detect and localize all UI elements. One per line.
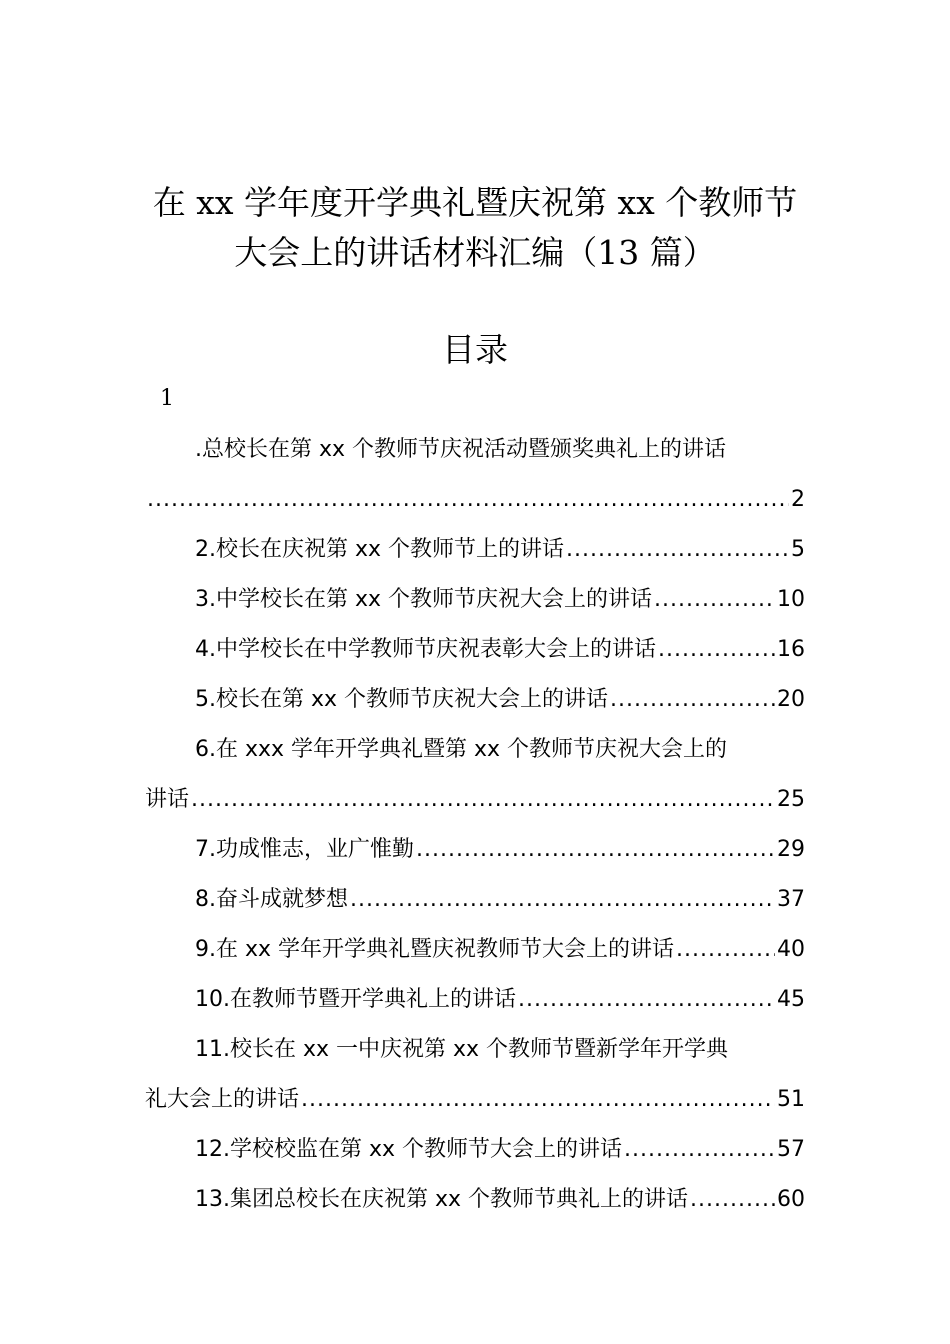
dot-leader	[416, 825, 775, 875]
dot-leader	[624, 1125, 775, 1175]
toc-page-number: 10	[777, 587, 805, 612]
toc-entry-continuation[interactable]	[145, 1075, 805, 1125]
toc-entry-label: 4.中学校长在中学教师节庆祝表彰大会上的讲话	[195, 637, 656, 662]
toc-entry-label: 7.功成惟志，业广惟勤	[195, 837, 414, 862]
dot-leader	[191, 775, 775, 825]
dot-leader	[676, 925, 775, 975]
dot-leader	[610, 675, 775, 725]
toc-page-number: 51	[777, 1087, 805, 1112]
toc-entry-label: 11.校长在 xx 一中庆祝第 xx 个教师节暨新学年开学典	[195, 1037, 729, 1062]
document-title-line-2	[120, 228, 830, 278]
toc-entry-label: 9.在 xx 学年开学典礼暨庆祝教师节大会上的讲话	[195, 937, 675, 962]
toc-heading: 目录	[442, 330, 508, 369]
dot-leader	[654, 575, 775, 625]
toc-entry-label: 讲话	[145, 787, 190, 812]
title-text: xx	[185, 183, 244, 222]
stray-marker: 1	[160, 386, 174, 411]
toc-entry-title[interactable]	[145, 725, 805, 775]
title-text: 个教师节	[665, 183, 798, 222]
toc-entry-label: 礼大会上的讲话	[145, 1087, 300, 1112]
title-text: 篇）	[639, 233, 716, 272]
toc-page-number: 37	[777, 887, 805, 912]
title-text: 13	[597, 233, 640, 272]
toc-entry[interactable]	[145, 1175, 805, 1225]
toc-page-number: 5	[791, 537, 805, 562]
toc-entry-label: 3.中学校长在第 xx 个教师节庆祝大会上的讲话	[195, 587, 653, 612]
dot-leader	[147, 475, 789, 525]
toc-page-number: 2	[791, 487, 805, 512]
dot-leader	[690, 1175, 775, 1225]
toc-page-number: 16	[777, 637, 805, 662]
toc-entry-continuation[interactable]	[145, 775, 805, 825]
toc-entry-label: .总校长在第 xx 个教师节庆祝活动暨颁奖典礼上的讲话	[195, 437, 727, 462]
title-text: 大会上的讲话材料汇编（	[234, 233, 598, 272]
toc-entry[interactable]	[145, 675, 805, 725]
toc-entry-title[interactable]	[145, 425, 805, 475]
toc-page-number: 45	[777, 987, 805, 1012]
toc-entry[interactable]	[145, 925, 805, 975]
toc-entry[interactable]	[145, 525, 805, 575]
toc-page-number: 25	[777, 787, 805, 812]
title-text: xx	[607, 183, 666, 222]
toc-entry[interactable]	[145, 975, 805, 1025]
title-text: 学年度开学典礼暨庆祝第	[244, 183, 607, 222]
title-text: 在	[152, 183, 186, 222]
dot-leader	[566, 525, 789, 575]
toc-entry[interactable]	[145, 625, 805, 675]
toc-entry[interactable]	[145, 825, 805, 875]
toc-entry[interactable]	[145, 575, 805, 625]
toc-entry-label: 5.校长在第 xx 个教师节庆祝大会上的讲话	[195, 687, 609, 712]
toc-entry-label: 2.校长在庆祝第 xx 个教师节上的讲话	[195, 537, 565, 562]
toc-page-number: 40	[777, 937, 805, 962]
toc-page-number: 60	[777, 1187, 805, 1212]
dot-leader	[518, 975, 775, 1025]
toc-entry-label: 6.在 xxx 学年开学典礼暨第 xx 个教师节庆祝大会上的	[195, 737, 728, 762]
dot-leader	[658, 625, 775, 675]
toc-entry-label: 10.在教师节暨开学典礼上的讲话	[195, 987, 516, 1012]
toc-entry[interactable]	[145, 875, 805, 925]
toc-entry-title[interactable]	[145, 1025, 805, 1075]
toc-entry-label: 13.集团总校长在庆祝第 xx 个教师节典礼上的讲话	[195, 1187, 689, 1212]
toc-page-number: 57	[777, 1137, 805, 1162]
toc-entry-label: 12.学校校监在第 xx 个教师节大会上的讲话	[195, 1137, 623, 1162]
toc-page-number: 20	[777, 687, 805, 712]
dot-leader	[301, 1075, 775, 1125]
toc-entry-leader[interactable]	[145, 475, 805, 525]
toc-page-number: 29	[777, 837, 805, 862]
toc-entry-label: 8.奋斗成就梦想	[195, 887, 348, 912]
toc-entry[interactable]	[145, 1125, 805, 1175]
dot-leader	[350, 875, 775, 925]
table-of-contents	[145, 425, 805, 1225]
document-title-line-1	[120, 178, 830, 228]
